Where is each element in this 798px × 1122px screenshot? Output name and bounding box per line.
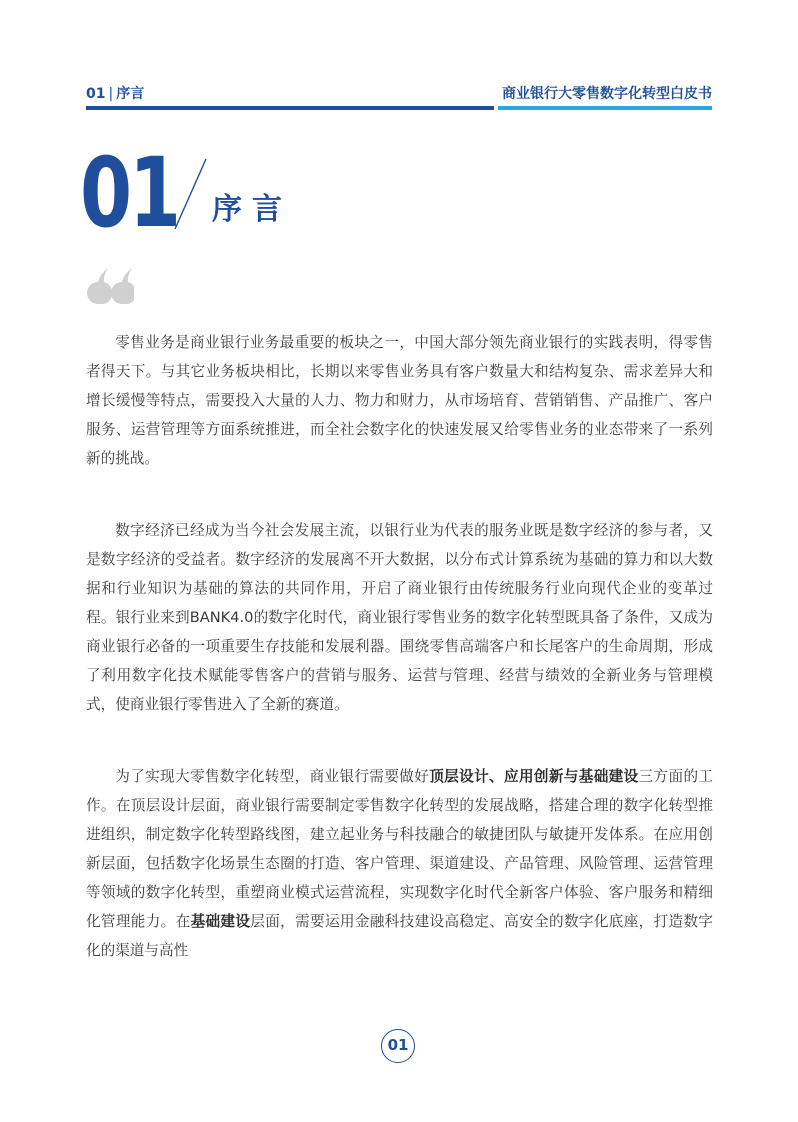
paragraph-3 bbox=[86, 762, 713, 965]
paragraph-3-bold-2: 基础建设 bbox=[190, 913, 251, 930]
paragraph-3-bold-1: 顶层设计、应用创新与基础建设 bbox=[429, 768, 639, 785]
header-chapter-number: 01 bbox=[86, 86, 106, 102]
page-number: 01 bbox=[381, 1029, 415, 1063]
paragraph-2: 数字经济已经成为当今社会发展主流，以银行业为代表的服务业既是数字经济的参与者，又是数字经济的受益者。数字经济的发展离不开大数据，以分布式计算系统为基础的算力和以大数据和行业知识为基础的算法的共同作用，开启了商业银行由传统服务行业向现代企业的变革过程。银行业来到BANK4.0的数字化时代，商业银行零售业务的数字化转型既具备了条件，又成为商业银行必备的一项重要生存技能和发展利器。围绕零售高端客户和长尾客户的生命周期，形成了利用数字化技术赋能零售客户的营销与服务、运营与管理、经营与绩效的全新业务与管理模式，使商业银行零售进入了全新的赛道。 bbox=[86, 522, 713, 713]
header-rule-dark bbox=[86, 106, 494, 110]
chapter-number: 01 bbox=[80, 137, 178, 249]
chapter-title: 序言 bbox=[212, 192, 292, 227]
paragraph-1: 零售业务是商业银行业务最重要的板块之一，中国大部分领先商业银行的实践表明，得零售者得天下。与其它业务板块相比，长期以来零售业务具有客户数量大和结构复杂、需求差异大和增长缓慢等特点，需要投入大量的人力、物力和财力，从市场培育、营销销售、产品推广、客户服务、运营管理等方面系统推进，而全社会数字化的快速发展又给零售业务的业态带来了一系列新的挑战。 bbox=[86, 334, 713, 467]
header-chapter-label bbox=[86, 85, 144, 103]
header-document-title: 商业银行大零售数字化转型白皮书 bbox=[502, 86, 712, 102]
chapter-slash-divider bbox=[172, 158, 208, 230]
quote-icon bbox=[86, 268, 134, 304]
header-rule-light bbox=[498, 106, 712, 110]
header-chapter-title: 序言 bbox=[116, 86, 145, 102]
paragraph-3-part-3: 层面，需要运用金融科技建设高稳定、高安全的数字化底座，打造数字化的渠道与高性 bbox=[86, 913, 713, 959]
body-text bbox=[86, 328, 713, 1008]
header-divider: | bbox=[108, 86, 114, 102]
paragraph-3-part-1: 为了实现大零售数字化转型，商业银行需要做好 bbox=[115, 768, 430, 785]
paragraph-3-part-2: 三方面的工作。在顶层设计层面，商业银行需要制定零售数字化转型的发展战略，搭建合理的数字化转型推进组织，制定数字化转型路线图，建立起业务与科技融合的敏捷团队与敏捷开发体系。在应用创新层面，包括数字化场景生态圈的打造、客户管理、渠道建设、产品管理、风险管理、运营管理等领域的数字化转型，重塑商业模式运营流程，实现数字化时代全新客户体验、客户服务和精细化管理能力。在 bbox=[86, 768, 713, 930]
